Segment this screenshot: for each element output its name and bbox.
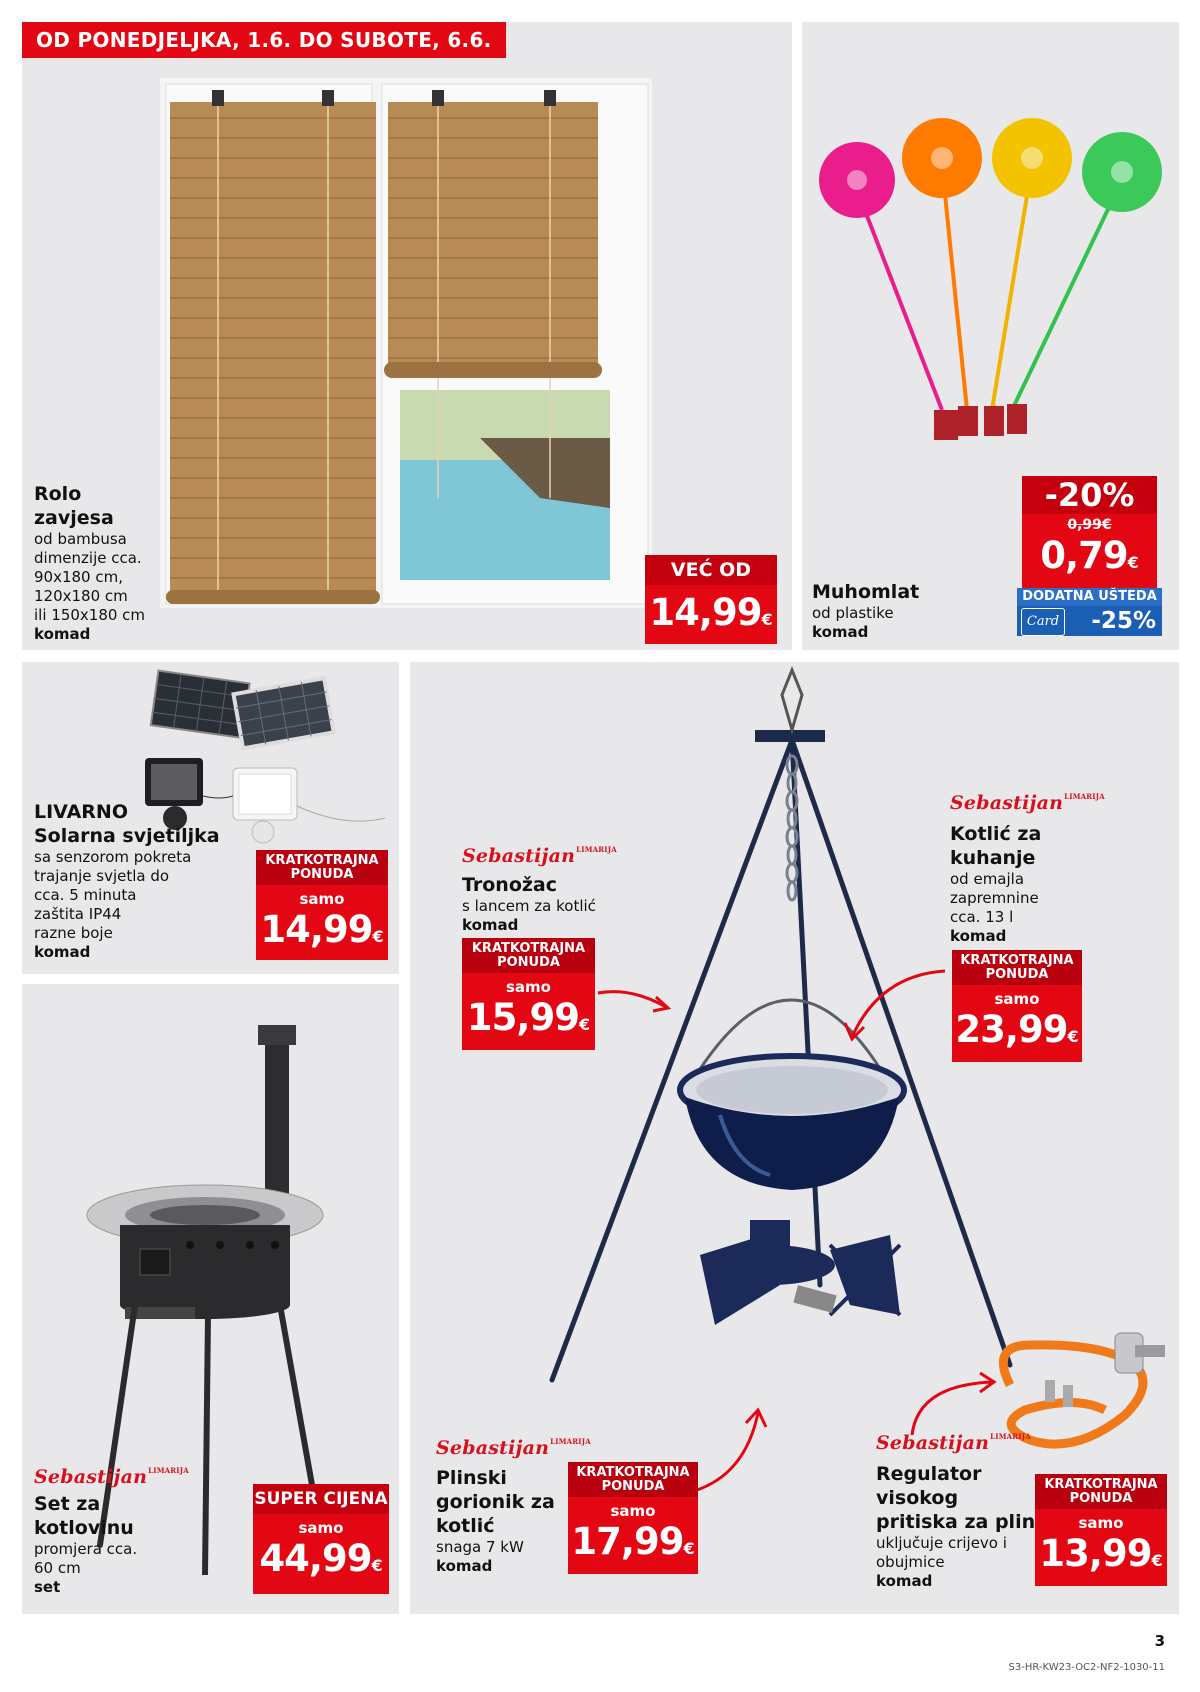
- currency-symbol: €: [1151, 1551, 1163, 1570]
- currency-symbol: €: [372, 927, 384, 946]
- date-banner: OD PONEDJELJKA, 1.6. DO SUBOTE, 6.6.: [22, 22, 506, 58]
- solarna-price-box: KRATKOTRAJNA PONUDA samo 14,99€: [256, 850, 388, 960]
- fly-swatter-image: [812, 110, 1182, 460]
- tronozac-text: [462, 873, 596, 935]
- currency-symbol: €: [683, 1539, 695, 1558]
- solarna-price: 14,99: [260, 908, 373, 951]
- currency-symbol: €: [1067, 1027, 1079, 1046]
- page-number: 3: [1154, 1632, 1165, 1650]
- set-price-box: SUPER CIJENA samo 44,99€: [253, 1484, 389, 1594]
- arrow-tronozac-icon: [596, 985, 676, 1025]
- currency-symbol: €: [761, 610, 773, 629]
- kotlic-price: 23,99: [955, 1008, 1068, 1051]
- currency-symbol: €: [1127, 553, 1139, 572]
- currency-symbol: €: [371, 1556, 383, 1575]
- plinski-price-box: KRATKOTRAJNA PONUDA samo 17,99€: [568, 1462, 698, 1574]
- rolo-price: 14,99: [649, 591, 762, 634]
- muhomlat-text: [812, 580, 919, 642]
- sebastijan-logo: Sebastijan$^{LIMARIJA}$: [436, 1437, 591, 1459]
- old-price: 0,99€: [1067, 517, 1112, 533]
- tronozac-title: Tronožac: [462, 874, 558, 896]
- extra-savings-label: DODATNA UŠTEDA: [1017, 588, 1162, 606]
- sebastijan-logo: Sebastijan$^{LIMARIJA}$: [876, 1432, 1031, 1454]
- extra-discount: -25%: [1091, 608, 1156, 634]
- kotlic-unit: komad: [950, 927, 1007, 945]
- currency-symbol: €: [578, 1015, 591, 1034]
- sebastijan-logo: Sebastijan$^{LIMARIJA}$: [34, 1466, 189, 1488]
- short-offer-badge: KRATKOTRAJNA PONUDA: [952, 950, 1082, 985]
- muhomlat-desc: od plastike: [812, 604, 894, 622]
- bamboo-blind-image: [160, 78, 652, 608]
- plinski-unit: komad: [436, 1557, 493, 1575]
- muhomlat-title: Muhomlat: [812, 581, 920, 603]
- rolo-title: Rolo zavjesa: [34, 483, 114, 529]
- tronozac-price-box: KRATKOTRAJNA PONUDA samo 15,99€: [462, 938, 595, 1050]
- kotlic-price-box: KRATKOTRAJNA PONUDA samo 23,99€: [952, 950, 1082, 1062]
- set-unit: set: [34, 1578, 61, 1596]
- discount-badge: -20%: [1022, 476, 1157, 514]
- solarna-text: LIVARNO Solarna svjetiljka sa senzorom pokreta trajanje svjetla do cca. 5 minuta zaštita IP44 razne boje komad: [34, 801, 220, 961]
- regulator-price-box: KRATKOTRAJNA PONUDA samo 13,99€: [1035, 1474, 1167, 1586]
- rolo-price-box: [645, 555, 777, 644]
- arrow-kotlic-icon: [840, 965, 950, 1045]
- page-code: S3-HR-KW23-OC2-NF2-1030-11: [1008, 1662, 1165, 1673]
- regulator-text: Regulator visokog pritiska za plin uključuje crijevo i obujmice komad: [876, 1463, 1036, 1590]
- super-price-badge: SUPER CIJENA: [253, 1484, 389, 1514]
- solarna-title: Solarna svjetiljka: [34, 825, 220, 847]
- solarna-brand: LIVARNO: [34, 801, 128, 823]
- short-offer-badge: KRATKOTRAJNA PONUDA: [1035, 1474, 1167, 1509]
- arrow-plinski-icon: [690, 1405, 770, 1495]
- tronozac-price: 15,99: [466, 996, 579, 1039]
- sebastijan-logo: Sebastijan$^{LIMARIJA}$: [462, 845, 617, 867]
- rolo-price-lead: VEĆ OD: [645, 555, 777, 585]
- tronozac-unit: komad: [462, 916, 519, 934]
- muhomlat-price-box: [1022, 476, 1157, 588]
- short-offer-badge: KRATKOTRAJNA PONUDA: [256, 850, 388, 885]
- rolo-desc: od bambusa dimenzije cca. 90x180 cm, 120x180 cm ili 150x180 cm komad: [34, 530, 146, 643]
- short-offer-badge: KRATKOTRAJNA PONUDA: [462, 938, 595, 973]
- short-offer-badge: KRATKOTRAJNA PONUDA: [568, 1462, 698, 1497]
- sebastijan-logo: Sebastijan$^{LIMARIJA}$: [950, 792, 1105, 814]
- set-text: Set za kotlovinu promjera cca. 60 cm set: [34, 1493, 138, 1596]
- kotlic-text: Kotlić za kuhanje od emajla zapremnine cca. 13 l komad: [950, 823, 1042, 945]
- plinski-desc: snaga 7 kW: [436, 1538, 524, 1556]
- muhomlat-price: 0,79: [1040, 534, 1128, 577]
- regulator-unit: komad: [876, 1572, 933, 1590]
- plinski-text: Plinski gorionik za kotlić snaga 7 kW komad: [436, 1467, 555, 1575]
- tronozac-desc: s lancem za kotlić: [462, 897, 596, 915]
- arrow-regulator-icon: [908, 1370, 998, 1440]
- card-icon: Card: [1021, 608, 1065, 636]
- set-price: 44,99: [259, 1537, 372, 1580]
- solarna-unit: komad: [34, 943, 91, 961]
- muhomlat-unit: komad: [812, 623, 869, 641]
- plinski-price: 17,99: [571, 1520, 684, 1563]
- extra-savings-box: [1017, 588, 1162, 636]
- rolo-unit: komad: [34, 625, 91, 643]
- regulator-price: 13,99: [1039, 1532, 1152, 1575]
